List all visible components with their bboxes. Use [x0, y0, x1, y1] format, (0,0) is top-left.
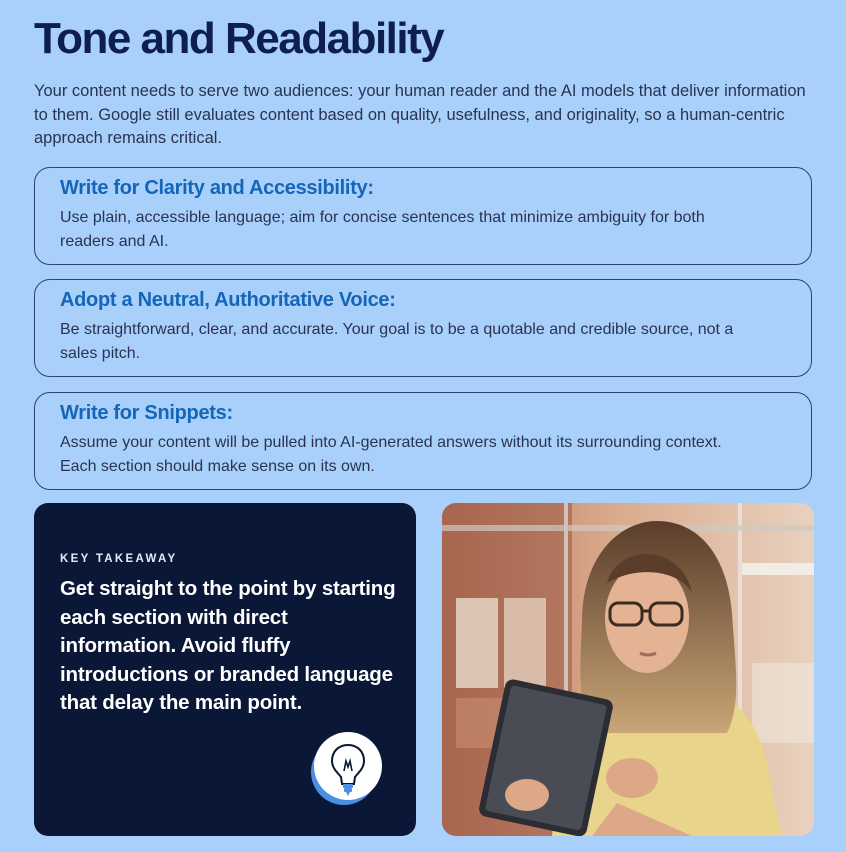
intro-paragraph: Your content needs to serve two audiences: your human reader and the AI models that deliver information to them. Google still evaluates content based on quality, usefulness, and originality, so a human-centric approach remains critical. — [34, 82, 806, 147]
card-heading: Write for Clarity and Accessibility: — [60, 177, 374, 199]
card-body: Be straightforward, clear, and accurate. Your goal is to be a quotable and credible source, not a sales pitch. — [60, 321, 734, 362]
page-title: Tone and Readability — [34, 14, 444, 63]
card-clarity — [34, 167, 812, 265]
key-takeaway-panel — [34, 503, 416, 836]
woman-reading-tablet-photo — [442, 503, 814, 836]
takeaway-label: KEY TAKEAWAY — [60, 553, 178, 565]
card-heading: Adopt a Neutral, Authoritative Voice: — [60, 289, 396, 311]
card-body: Assume your content will be pulled into AI-generated answers without its surrounding context. Each section should make sense on its own. — [60, 434, 722, 475]
card-voice — [34, 279, 812, 377]
card-body: Use plain, accessible language; aim for concise sentences that minimize ambiguity for both readers and AI. — [60, 209, 705, 250]
card-snippets — [34, 392, 812, 490]
takeaway-text: Get straight to the point by starting each section with direct information. Avoid fluffy introductions or branded language that delay the main point. — [60, 577, 396, 714]
lightbulb-icon — [308, 731, 384, 807]
card-heading: Write for Snippets: — [60, 402, 233, 424]
